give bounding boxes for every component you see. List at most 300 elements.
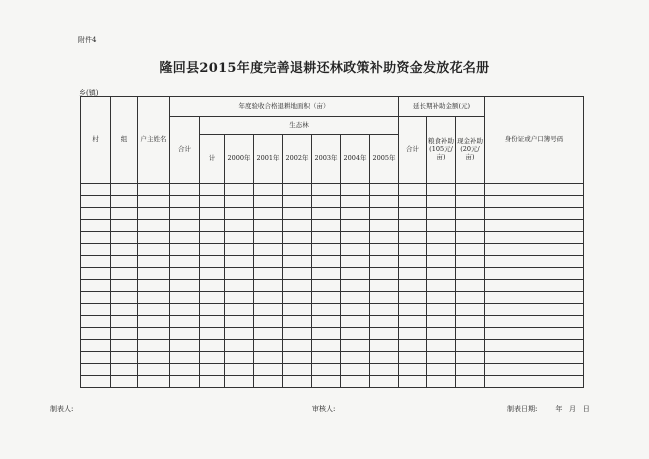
table-cell — [427, 352, 456, 364]
table-cell — [312, 292, 341, 304]
table-cell — [456, 232, 485, 244]
table-cell — [170, 316, 200, 328]
table-cell — [456, 352, 485, 364]
table-cell — [138, 244, 170, 256]
table-row — [81, 352, 584, 364]
table-cell — [370, 208, 399, 220]
table-cell — [254, 304, 283, 316]
table-cell — [399, 280, 427, 292]
table-cell — [485, 376, 584, 388]
table-cell — [312, 352, 341, 364]
header-cash-subsidy: 现金补助(20元/亩) — [456, 117, 485, 184]
table-cell — [312, 208, 341, 220]
table-cell — [138, 328, 170, 340]
table-row — [81, 268, 584, 280]
table-cell — [427, 184, 456, 196]
table-cell — [170, 328, 200, 340]
table-cell — [138, 280, 170, 292]
table-cell — [138, 352, 170, 364]
header-household-head: 户主姓名 — [138, 97, 170, 184]
header-eco-subtotal: 计 — [200, 135, 225, 184]
table-cell — [399, 232, 427, 244]
table-cell — [111, 340, 138, 352]
table-cell — [200, 232, 225, 244]
table-cell — [81, 244, 111, 256]
table-cell — [341, 184, 370, 196]
table-cell — [200, 196, 225, 208]
table-cell — [312, 220, 341, 232]
table-cell — [427, 220, 456, 232]
table-cell — [111, 232, 138, 244]
table-cell — [456, 292, 485, 304]
table-cell — [170, 256, 200, 268]
table-cell — [225, 364, 254, 376]
table-cell — [170, 304, 200, 316]
table-cell — [399, 376, 427, 388]
table-cell — [81, 292, 111, 304]
table-cell — [81, 304, 111, 316]
table-cell — [283, 304, 312, 316]
table-cell — [138, 304, 170, 316]
table-cell — [485, 292, 584, 304]
table-cell — [341, 256, 370, 268]
table-cell — [283, 376, 312, 388]
table-cell — [200, 340, 225, 352]
table-cell — [170, 196, 200, 208]
table-cell — [341, 268, 370, 280]
table-cell — [399, 256, 427, 268]
prepared-by-label: 制表人: — [50, 405, 74, 413]
table-cell — [170, 280, 200, 292]
date-field — [507, 404, 590, 414]
header-grain-subsidy: 粮食补助(105元/亩) — [427, 117, 456, 184]
table-cell — [225, 232, 254, 244]
table-cell — [456, 280, 485, 292]
table-row — [81, 184, 584, 196]
table-cell — [254, 364, 283, 376]
table-cell — [170, 208, 200, 220]
table-cell — [341, 220, 370, 232]
table-cell — [200, 208, 225, 220]
table-cell — [138, 364, 170, 376]
table-cell — [485, 220, 584, 232]
table-cell — [111, 184, 138, 196]
header-eco-forest: 生态林 — [200, 117, 399, 135]
table-cell — [283, 208, 312, 220]
table-cell — [399, 304, 427, 316]
table-cell — [81, 268, 111, 280]
table-cell — [427, 292, 456, 304]
table-cell — [200, 292, 225, 304]
table-cell — [138, 268, 170, 280]
table-cell — [456, 268, 485, 280]
table-cell — [111, 376, 138, 388]
table-cell — [485, 352, 584, 364]
header-area-total: 合计 — [170, 117, 200, 184]
table-cell — [485, 364, 584, 376]
table-cell — [81, 316, 111, 328]
table-row — [81, 196, 584, 208]
table-cell — [456, 376, 485, 388]
table-cell — [200, 352, 225, 364]
table-cell — [170, 220, 200, 232]
table-cell — [283, 196, 312, 208]
table-cell — [341, 340, 370, 352]
header-extension-group: 延长期补助金额(元) — [399, 97, 485, 117]
table-cell — [225, 304, 254, 316]
table-cell — [370, 352, 399, 364]
table-cell — [200, 184, 225, 196]
table-cell — [456, 328, 485, 340]
table-cell — [341, 208, 370, 220]
header-village: 村 — [81, 97, 111, 184]
table-cell — [312, 232, 341, 244]
table-cell — [370, 340, 399, 352]
table-cell — [370, 256, 399, 268]
table-cell — [427, 376, 456, 388]
header-ext-total: 合计 — [399, 117, 427, 184]
table-cell — [170, 340, 200, 352]
table-cell — [111, 220, 138, 232]
table-cell — [138, 232, 170, 244]
table-cell — [225, 268, 254, 280]
table-cell — [283, 328, 312, 340]
table-cell — [138, 196, 170, 208]
table-cell — [456, 196, 485, 208]
table-cell — [81, 232, 111, 244]
table-cell — [485, 304, 584, 316]
reviewed-by-label: 审核人: — [312, 405, 336, 413]
table-cell — [254, 256, 283, 268]
table-cell — [170, 232, 200, 244]
year-char: 年 — [555, 405, 563, 413]
header-year: 2003年 — [312, 135, 341, 184]
table-cell — [485, 196, 584, 208]
table-row — [81, 304, 584, 316]
header-area-group: 年度验收合格退耕地面积（亩） — [170, 97, 399, 117]
table-cell — [283, 256, 312, 268]
table-cell — [225, 352, 254, 364]
table-cell — [312, 196, 341, 208]
table-cell — [81, 256, 111, 268]
table-row — [81, 256, 584, 268]
table-cell — [111, 208, 138, 220]
table-cell — [111, 328, 138, 340]
table-cell — [283, 316, 312, 328]
table-cell — [312, 340, 341, 352]
table-row — [81, 328, 584, 340]
table-cell — [225, 292, 254, 304]
header-year: 2002年 — [283, 135, 312, 184]
table-cell — [138, 256, 170, 268]
table-cell — [485, 280, 584, 292]
table-row — [81, 340, 584, 352]
table-cell — [370, 376, 399, 388]
table-cell — [427, 208, 456, 220]
table-cell — [312, 304, 341, 316]
table-cell — [170, 352, 200, 364]
table-cell — [254, 196, 283, 208]
table-cell — [138, 292, 170, 304]
table-cell — [312, 280, 341, 292]
table-cell — [111, 304, 138, 316]
table-cell — [81, 328, 111, 340]
document-title: 隆回县2015年度完善退耕还林政策补助资金发放花名册 — [159, 61, 490, 76]
table-cell — [370, 232, 399, 244]
table-cell — [341, 376, 370, 388]
table-cell — [370, 220, 399, 232]
table-cell — [456, 340, 485, 352]
table-row — [81, 208, 584, 220]
table-cell — [283, 232, 312, 244]
table-cell — [341, 328, 370, 340]
table-cell — [312, 256, 341, 268]
table-cell — [81, 220, 111, 232]
table-row — [81, 220, 584, 232]
table-cell — [225, 220, 254, 232]
table-cell — [138, 316, 170, 328]
table-cell — [485, 208, 584, 220]
table-cell — [225, 316, 254, 328]
table-cell — [312, 364, 341, 376]
table-cell — [111, 244, 138, 256]
table-cell — [225, 196, 254, 208]
attachment-label: 附件4 — [78, 36, 97, 44]
table-cell — [200, 316, 225, 328]
table-cell — [225, 208, 254, 220]
table-cell — [370, 184, 399, 196]
table-row — [81, 316, 584, 328]
table-row — [81, 376, 584, 388]
table-cell — [225, 376, 254, 388]
table-cell — [283, 340, 312, 352]
table-cell — [138, 376, 170, 388]
table-cell — [200, 256, 225, 268]
table-cell — [370, 328, 399, 340]
table-cell — [81, 208, 111, 220]
table-cell — [200, 364, 225, 376]
table-cell — [427, 328, 456, 340]
table-row — [81, 364, 584, 376]
table-cell — [225, 328, 254, 340]
table-cell — [427, 280, 456, 292]
table-cell — [225, 280, 254, 292]
table-cell — [399, 184, 427, 196]
table-cell — [370, 316, 399, 328]
table-cell — [485, 244, 584, 256]
table-cell — [399, 220, 427, 232]
table-cell — [399, 208, 427, 220]
table-cell — [283, 280, 312, 292]
table-cell — [254, 268, 283, 280]
header-year: 2000年 — [225, 135, 254, 184]
table-cell — [485, 340, 584, 352]
table-cell — [200, 220, 225, 232]
table-cell — [111, 292, 138, 304]
table-cell — [254, 316, 283, 328]
table-cell — [283, 268, 312, 280]
table-cell — [399, 328, 427, 340]
table-cell — [225, 256, 254, 268]
table-cell — [427, 196, 456, 208]
table-cell — [485, 316, 584, 328]
table-cell — [138, 220, 170, 232]
table-cell — [485, 328, 584, 340]
header-year: 2005年 — [370, 135, 399, 184]
table-cell — [399, 340, 427, 352]
month-char: 月 — [569, 405, 577, 413]
table-cell — [456, 184, 485, 196]
table-cell — [111, 316, 138, 328]
table-cell — [427, 232, 456, 244]
table-cell — [370, 304, 399, 316]
table-cell — [283, 292, 312, 304]
table-cell — [370, 268, 399, 280]
table-cell — [170, 184, 200, 196]
table-cell — [81, 184, 111, 196]
table-cell — [200, 244, 225, 256]
table-cell — [456, 244, 485, 256]
table-cell — [341, 232, 370, 244]
township-label: 乡(镇) — [79, 89, 99, 97]
table-row — [81, 280, 584, 292]
table-cell — [225, 184, 254, 196]
table-cell — [111, 256, 138, 268]
table-cell — [341, 280, 370, 292]
table-row — [81, 232, 584, 244]
table-cell — [370, 196, 399, 208]
table-cell — [427, 244, 456, 256]
table-row — [81, 292, 584, 304]
table-cell — [456, 220, 485, 232]
table-cell — [254, 244, 283, 256]
table-cell — [399, 352, 427, 364]
table-cell — [399, 244, 427, 256]
table-cell — [225, 244, 254, 256]
table-cell — [170, 364, 200, 376]
table-cell — [427, 268, 456, 280]
table-cell — [427, 364, 456, 376]
table-cell — [254, 232, 283, 244]
table-cell — [170, 376, 200, 388]
table-cell — [399, 268, 427, 280]
table-cell — [254, 220, 283, 232]
table-cell — [283, 184, 312, 196]
table-cell — [81, 280, 111, 292]
table-cell — [427, 304, 456, 316]
table-cell — [456, 316, 485, 328]
table-cell — [81, 376, 111, 388]
header-year: 2001年 — [254, 135, 283, 184]
table-cell — [283, 244, 312, 256]
table-cell — [200, 268, 225, 280]
table-cell — [200, 328, 225, 340]
roster-table — [80, 96, 584, 388]
table-cell — [399, 292, 427, 304]
table-cell — [341, 196, 370, 208]
header-id-number: 身份证或户口簿号码 — [485, 97, 584, 184]
table-cell — [81, 364, 111, 376]
table-cell — [341, 244, 370, 256]
table-cell — [456, 364, 485, 376]
table-cell — [456, 256, 485, 268]
table-cell — [138, 208, 170, 220]
table-cell — [111, 364, 138, 376]
table-cell — [399, 316, 427, 328]
table-cell — [370, 244, 399, 256]
table-cell — [456, 304, 485, 316]
table-cell — [170, 244, 200, 256]
table-cell — [283, 220, 312, 232]
table-cell — [254, 328, 283, 340]
table-cell — [341, 292, 370, 304]
table-cell — [111, 196, 138, 208]
table-row — [81, 244, 584, 256]
table-cell — [341, 304, 370, 316]
table-cell — [312, 244, 341, 256]
table-cell — [370, 292, 399, 304]
table-cell — [283, 364, 312, 376]
table-cell — [111, 280, 138, 292]
table-cell — [341, 316, 370, 328]
table-cell — [370, 280, 399, 292]
table-cell — [170, 268, 200, 280]
table-cell — [485, 232, 584, 244]
date-label: 制表日期: — [507, 405, 538, 413]
table-cell — [427, 256, 456, 268]
table-cell — [427, 316, 456, 328]
table-cell — [341, 364, 370, 376]
table-cell — [254, 208, 283, 220]
table-cell — [399, 196, 427, 208]
table-cell — [111, 268, 138, 280]
table-cell — [312, 268, 341, 280]
table-cell — [200, 376, 225, 388]
table-cell — [170, 292, 200, 304]
table-cell — [200, 280, 225, 292]
table-cell — [111, 352, 138, 364]
table-cell — [254, 352, 283, 364]
header-group: 组 — [111, 97, 138, 184]
table-cell — [81, 340, 111, 352]
table-cell — [370, 364, 399, 376]
table-cell — [254, 280, 283, 292]
header-year: 2004年 — [341, 135, 370, 184]
table-cell — [485, 184, 584, 196]
table-cell — [283, 352, 312, 364]
table-cell — [312, 184, 341, 196]
table-cell — [427, 340, 456, 352]
table-cell — [341, 352, 370, 364]
table-cell — [485, 268, 584, 280]
table-cell — [254, 340, 283, 352]
table-cell — [312, 328, 341, 340]
table-cell — [81, 196, 111, 208]
table-cell — [138, 184, 170, 196]
table-cell — [312, 376, 341, 388]
table-cell — [200, 304, 225, 316]
table-cell — [81, 352, 111, 364]
table-cell — [225, 340, 254, 352]
table-cell — [456, 208, 485, 220]
table-cell — [254, 376, 283, 388]
day-char: 日 — [582, 405, 590, 413]
table-cell — [138, 340, 170, 352]
table-cell — [312, 316, 341, 328]
table-cell — [254, 184, 283, 196]
table-cell — [399, 364, 427, 376]
table-cell — [485, 256, 584, 268]
